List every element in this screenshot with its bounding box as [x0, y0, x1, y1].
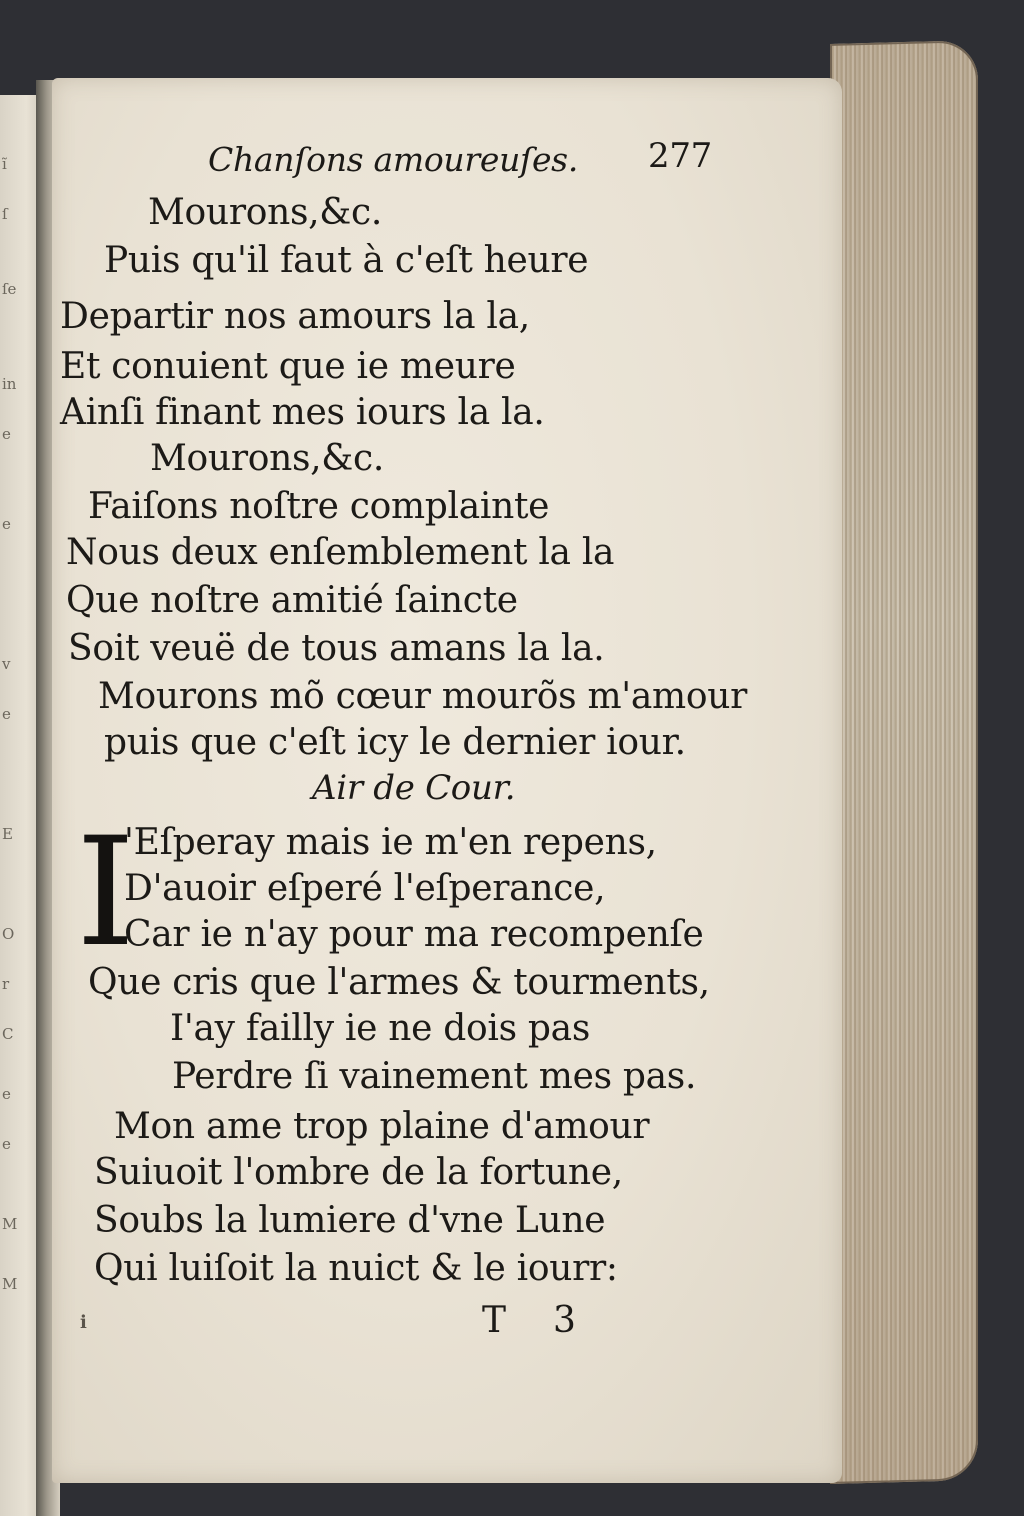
left-page-fragment: E: [2, 825, 13, 843]
left-page-fragment: M: [2, 1215, 18, 1233]
left-page-fragment: M: [2, 1275, 18, 1293]
verse-line: Mon ame trop plaine d'amour: [114, 1106, 650, 1147]
left-page-fragment: e: [2, 1085, 11, 1103]
running-title: Chanſons amoureuſes.: [208, 140, 579, 179]
page-edges: [830, 40, 978, 1484]
verse-line: Suiuoit l'ombre de la fortune,: [94, 1152, 623, 1193]
left-page-fragment: e: [2, 515, 11, 533]
stray-mark: ℹ: [80, 1312, 87, 1333]
signature-letter: T: [482, 1300, 506, 1341]
left-page-fragment: ſ: [2, 205, 8, 223]
left-page-fragment: ĩ: [2, 155, 7, 173]
verse-line: 'Eſperay mais ie m'en repens,: [124, 822, 657, 863]
verse-line: Ainſi finant mes iours la la.: [60, 392, 545, 433]
signature-number: 3: [553, 1300, 576, 1341]
verse-line: Departir nos amours la la,: [60, 296, 530, 337]
verse-line: Car ie n'ay pour ma recompenſe: [124, 914, 704, 955]
left-page-fragment: C: [2, 1025, 14, 1043]
drop-cap: I: [76, 806, 136, 980]
verse-line: Faiſons noſtre complainte: [88, 486, 550, 527]
verse-line: Puis qu'il faut à c'eſt heure: [104, 240, 589, 281]
left-page-fragment: r: [2, 975, 10, 993]
left-page-fragment: ſe: [2, 280, 17, 298]
left-page-fragment: e: [2, 425, 11, 443]
verse-line: Mourons mõ cœur mourõs m'amour: [98, 676, 748, 717]
left-page-fragment: e: [2, 1135, 11, 1153]
verse-line: Mourons,&c.: [148, 192, 383, 233]
left-page-fragment: e: [2, 705, 11, 723]
verse-line: Nous deux enſemblement la la: [66, 532, 615, 573]
verse-line: Soit veuë de tous amans la la.: [68, 628, 605, 669]
verse-line: I'ay failly ie ne dois pas: [170, 1008, 590, 1049]
verse-line: Mourons,&c.: [150, 438, 385, 479]
verse-line: Que noſtre amitié ſaincte: [66, 580, 518, 621]
left-page-fragment: O: [2, 925, 15, 943]
page-number: 277: [648, 136, 712, 176]
verse-line: D'auoir eſperé l'eſperance,: [124, 868, 606, 909]
left-page-fragment: in: [2, 375, 17, 393]
verse-line: Qui luiſoit la nuict & le iourr:: [94, 1248, 618, 1289]
verse-line: Que cris que l'armes & tourments,: [88, 962, 710, 1003]
verse-line: puis que c'eſt icy le dernier iour.: [104, 722, 686, 763]
left-page-fragment: v: [2, 655, 11, 673]
verse-line: Soubs la lumiere d'vne Lune: [94, 1200, 606, 1241]
verse-line: Perdre ſi vainement mes pas.: [172, 1056, 697, 1097]
section-title: Air de Cour.: [312, 768, 516, 808]
verse-line: Et conuient que ie meure: [60, 346, 516, 387]
